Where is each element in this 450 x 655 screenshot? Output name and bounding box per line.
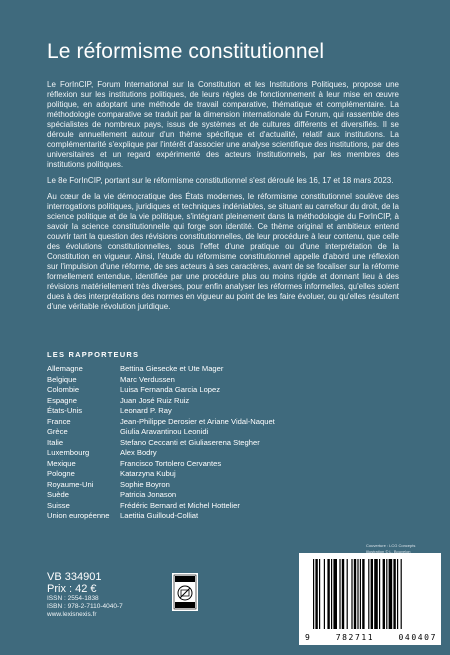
photocopillage-icon bbox=[172, 573, 198, 611]
barcode-bar bbox=[383, 559, 385, 629]
rapporteur-country: Mexique bbox=[47, 458, 76, 468]
barcode-bar bbox=[319, 559, 320, 629]
credit-line: Couverture : LCG Concepts bbox=[366, 543, 416, 548]
book-title: Le réformisme constitutionnel bbox=[47, 40, 325, 63]
rapporteur-names: Giulia Aravantinou Leonidi bbox=[120, 427, 209, 436]
isbn: ISBN : 978-2-7110-4040-7 bbox=[47, 603, 123, 610]
barcode-bar bbox=[342, 559, 344, 629]
rapporteur-country: Suède bbox=[47, 490, 69, 499]
rapporteur-country: France bbox=[47, 416, 71, 426]
rapporteur-row bbox=[47, 448, 347, 459]
rapporteur-names: Leonard P. Ray bbox=[120, 406, 172, 415]
rapporteur-row bbox=[47, 406, 347, 417]
rapporteur-row bbox=[47, 385, 347, 396]
barcode-bar bbox=[331, 559, 332, 629]
rapporteur-names: Sophie Boyron bbox=[120, 479, 170, 489]
product-code: VB 334901 bbox=[47, 571, 102, 583]
barcode-bar bbox=[351, 559, 352, 629]
rapporteur-names: Patricia Jonason bbox=[120, 490, 177, 499]
rapporteurs-heading: LES RAPPORTEURS bbox=[47, 350, 140, 359]
rapporteur-names: Marc Verdussen bbox=[120, 374, 175, 384]
description-paragraph: Le 8e ForInCIP, portant sur le réformisme constitutionnel s'est déroulé les 16, 17 et 18 mars 2023. bbox=[47, 176, 394, 185]
barcode-bar bbox=[357, 559, 358, 629]
barcode-bar bbox=[354, 559, 356, 629]
rapporteur-country: Allemagne bbox=[47, 364, 83, 373]
barcode-digit-group: 040407 bbox=[398, 633, 437, 642]
rapporteur-row bbox=[47, 501, 347, 512]
website: www.lexisnexis.fr bbox=[47, 611, 97, 618]
rapporteur-row bbox=[47, 427, 347, 438]
rapporteur-names: Frédéric Bernard et Michel Hottelier bbox=[120, 500, 240, 510]
photocopillage-logo bbox=[172, 573, 198, 611]
reference-block bbox=[47, 571, 123, 619]
rapporteur-country: Pologne bbox=[47, 469, 75, 478]
barcode-bar bbox=[371, 559, 373, 629]
rapporteur-row bbox=[47, 438, 347, 449]
rapporteurs-list bbox=[47, 364, 347, 522]
barcode-bar bbox=[389, 559, 393, 629]
barcode-bar bbox=[327, 559, 329, 629]
barcode-bar bbox=[397, 559, 398, 629]
barcode-number bbox=[305, 633, 437, 642]
barcode-bar bbox=[313, 559, 314, 629]
description-paragraph: Au cœur de la vie démocratique des États modernes, le réformisme constitutionnel soulève des interrogations politiques, juridiques et techniques indéniables, se situant au carrefour du droit, de la science politique et de la vie politique, s'intégrant pleinement dans la méthodologie du ForInCIP, à savoir la science constitutionnelle qui forge son identité. Ce thème original et ambitieux entend couvrir tant la question des révisions constitutionnelles, de leur procédure à leur contenu, que celle des évolutions constitutionnelles, sous l'effet d'une pratique ou d'une interprétation de la Constitution en vigueur. Ainsi, l'étude du réformisme constitutionnel appelle d'abord une réflexion sur l'impulsion d'une réforme, de ses acteurs à ses caractères, avant de se focaliser sur la réforme formellement entendue, identifiée par une procédure plus ou moins rigide et donnant lieu à des révisions matériellement très diverses, pour enfin analyser les réformes informelles, qu'elles soient dues à des interprétations des normes en vigueur au point de les faire évoluer, ou qu'elles résultent d'une véritable révolution juridique. bbox=[47, 192, 399, 311]
barcode-bar bbox=[360, 559, 361, 629]
barcode-bar bbox=[333, 559, 337, 629]
rapporteur-country: États-Unis bbox=[47, 406, 83, 415]
rapporteur-country: Suisse bbox=[47, 500, 70, 510]
barcode-bar bbox=[315, 559, 317, 629]
rapporteur-country: Italie bbox=[47, 437, 64, 447]
rapporteur-row bbox=[47, 511, 347, 522]
rapporteur-names: Katarzyna Kubuj bbox=[120, 469, 176, 478]
rapporteur-country: Union européenne bbox=[47, 511, 110, 520]
barcode bbox=[299, 553, 441, 645]
barcode-bar bbox=[362, 559, 364, 629]
barcode-bar bbox=[374, 559, 378, 629]
rapporteur-row bbox=[47, 480, 347, 491]
rapporteur-names: Jean-Philippe Derosier et Ariane Vidal-Naquet bbox=[120, 416, 275, 426]
rapporteur-country: Royaume-Uni bbox=[47, 479, 94, 489]
barcode-bars bbox=[299, 553, 441, 633]
rapporteur-country: Grèce bbox=[47, 427, 68, 436]
rapporteur-row bbox=[47, 417, 347, 428]
barcode-bar bbox=[368, 559, 369, 629]
rapporteur-country: Colombie bbox=[47, 385, 80, 394]
barcode-digit-group: 9 bbox=[305, 633, 312, 642]
barcode-bar bbox=[379, 559, 380, 629]
price: Prix : 42 € bbox=[47, 583, 97, 595]
rapporteur-names: Francisco Tortolero Cervantes bbox=[120, 458, 222, 468]
rapporteur-row bbox=[47, 375, 347, 386]
rapporteur-row bbox=[47, 396, 347, 407]
rapporteur-row bbox=[47, 459, 347, 470]
rapporteur-row bbox=[47, 490, 347, 501]
barcode-bar bbox=[324, 559, 325, 629]
rapporteur-names: Bettina Giesecke et Ute Mager bbox=[120, 364, 224, 373]
rapporteur-names: Laetitia Guilloud-Colliat bbox=[120, 511, 199, 520]
barcode-bar bbox=[393, 559, 395, 629]
rapporteur-names: Juan José Ruiz Ruiz bbox=[120, 395, 190, 405]
rapporteur-names: Alex Bodry bbox=[120, 448, 157, 457]
rapporteur-row bbox=[47, 364, 347, 375]
rapporteur-country: Belgique bbox=[47, 374, 77, 384]
credit-line: Illustration © L. Bouvelon bbox=[366, 548, 411, 554]
rapporteur-row bbox=[47, 469, 347, 480]
rapporteur-country: Espagne bbox=[47, 395, 77, 405]
rapporteur-names: Luisa Fernanda Garcia Lopez bbox=[120, 385, 221, 394]
description bbox=[47, 80, 399, 312]
barcode-bar bbox=[339, 559, 340, 629]
barcode-bar bbox=[347, 559, 348, 629]
issn: ISSN : 2554-1838 bbox=[47, 595, 99, 602]
barcode-digit-group: 782711 bbox=[335, 633, 375, 642]
rapporteur-names: Stefano Ceccanti et Giuliaserena Stegher bbox=[120, 437, 260, 447]
barcode-bar bbox=[401, 559, 402, 629]
description-paragraph: Le ForInCIP, Forum International sur la Constitution et les Institutions Politiques, propose une réflexion sur les institutions politiques, de leurs règles de fonctionnement à leur mise en œuvre politique, en adoptant une méthode de travail comparative, thématique et complémentaire. La méthodologie comparative se traduit par la dimension internationale du Forum, qui rassemble des spécialistes de nombreux pays, issus de systèmes et de cultures différents et diversifiés. Il se déroule annuellement autour d'un thème spécifique et d'actualité, relatif aux institutions. La complémentarité s'explique par l'intérêt d'associer une analyse scientifique des institutions, par des universitaires et un regard expérimenté des acteurs institutionnels, par les membres des institutions politiques. bbox=[47, 80, 399, 169]
rapporteur-country: Luxembourg bbox=[47, 448, 90, 457]
barcode-bar bbox=[386, 559, 387, 629]
